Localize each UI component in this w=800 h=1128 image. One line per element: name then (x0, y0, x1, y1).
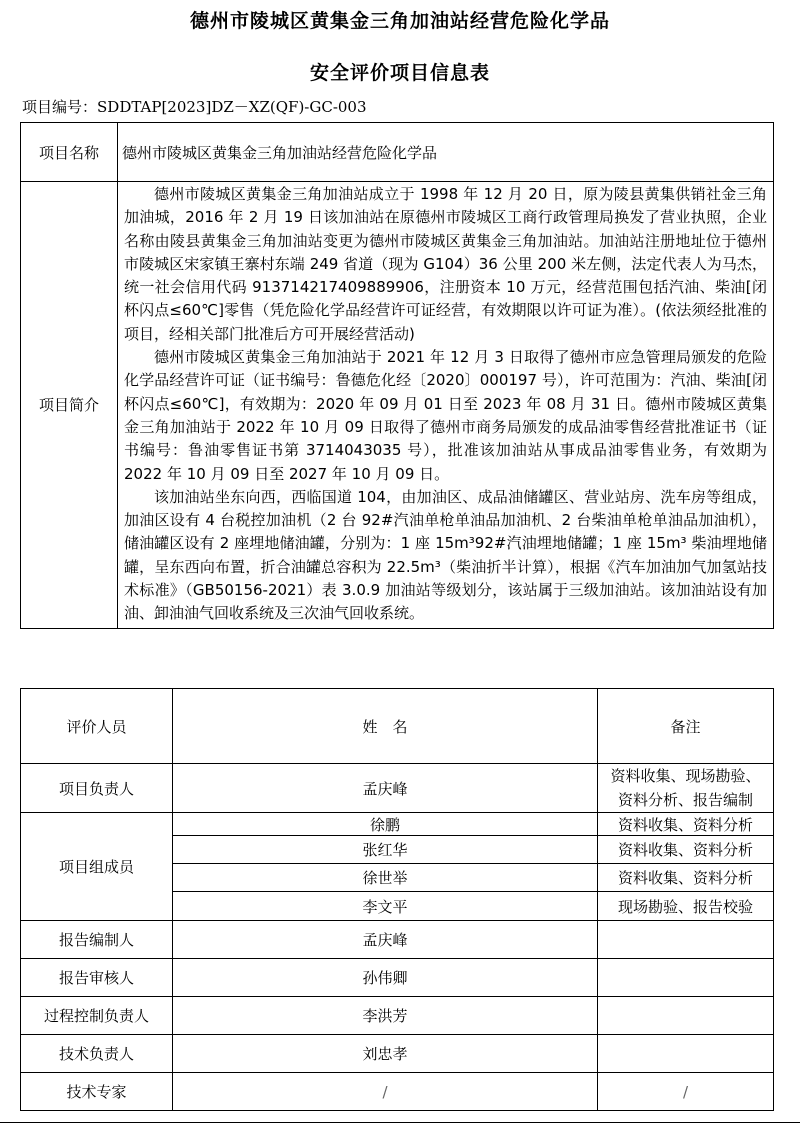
project-name-value: 德州市陵城区黄集金三角加油站经营危险化学品 (118, 123, 774, 182)
name-cell: 孟庆峰 (173, 921, 598, 959)
table-row (21, 997, 774, 1035)
role-cell: 技术专家 (21, 1073, 173, 1111)
role-cell: 技术负责人 (21, 1035, 173, 1073)
note-cell: 现场勘验、报告校验 (598, 892, 774, 921)
header-role: 评价人员 (21, 689, 173, 764)
name-cell: 徐鹏 (173, 813, 598, 836)
note-line: 资料收集、现场勘验、 (610, 767, 761, 785)
note-cell (598, 764, 774, 813)
project-number-value: SDDTAP[2023]DZ－XZ(QF)-GC-003 (97, 98, 367, 116)
role-cell: 报告编制人 (21, 921, 173, 959)
project-intro-row (21, 182, 774, 629)
note-cell (598, 921, 774, 959)
name-cell: 李文平 (173, 892, 598, 921)
note-cell (598, 1035, 774, 1073)
role-cell: 过程控制负责人 (21, 997, 173, 1035)
table-row (21, 921, 774, 959)
name-cell: 张红华 (173, 836, 598, 864)
name-cell: 李洪芳 (173, 997, 598, 1035)
name-cell: / (173, 1073, 598, 1111)
name-cell: 孟庆峰 (173, 764, 598, 813)
note-cell (598, 997, 774, 1035)
project-intro-label: 项目简介 (21, 182, 118, 629)
intro-paragraph: 德州市陵城区黄集金三角加油站于 2021 年 12 月 3 日取得了德州市应急管理局颁发的危险化学品经营许可证（证书编号：鲁德危化经〔2020〕000197 号），许可范围为：汽油、柴油[闭杯闪点≤60℃]，有效期为：2020 年 09 月 01 日至 2023 年 08 月 31 日。德州市陵城区黄集金三角加油站于 2022 年 10 月 09 日取得了德州市商务局颁发的成品油零售经营批准证书（证书编号：鲁油零售证书第 3714043035 号），批准该加油站从事成品油零售业务，有效期为 2022 年 10 月 09 日至 2027 年 10 月 09 日。 (124, 348, 767, 483)
table-row (21, 813, 774, 836)
role-cell: 项目组成员 (21, 813, 173, 921)
header-note: 备注 (598, 689, 774, 764)
note-cell: 资料收集、资料分析 (598, 864, 774, 892)
name-cell: 刘忠孝 (173, 1035, 598, 1073)
project-info-table (20, 122, 774, 629)
project-name-label: 项目名称 (21, 123, 118, 182)
table-row (21, 1035, 774, 1073)
project-name-row (21, 123, 774, 182)
note-cell (598, 959, 774, 997)
table-row (21, 1073, 774, 1111)
role-cell: 报告审核人 (21, 959, 173, 997)
project-number (22, 96, 367, 117)
note-cell: 资料收集、资料分析 (598, 836, 774, 864)
note-line: 资料分析、报告编制 (617, 791, 753, 809)
staff-table (20, 688, 774, 1111)
page-bottom-rule (0, 1122, 800, 1123)
header-name: 姓 名 (173, 689, 598, 764)
document-title-line1: 德州市陵城区黄集金三角加油站经营危险化学品 (189, 10, 610, 32)
table-row (21, 959, 774, 997)
note-cell: 资料收集、资料分析 (598, 813, 774, 836)
document-title-line2: 安全评价项目信息表 (309, 62, 490, 84)
note-cell: / (598, 1073, 774, 1111)
table-row (21, 764, 774, 813)
project-intro-text (118, 182, 774, 629)
intro-paragraph: 德州市陵城区黄集金三角加油站成立于 1998 年 12 月 20 日，原为陵县黄集供销社金三角加油城，2016 年 2 月 19 日该加油站在原德州市陵城区工商行政管理局换发了营业执照，企业名称由陵县黄集金三角加油站变更为德州市陵城区黄集金三角加油站。加油站注册地址位于德州市陵城区宋家镇王寨村东端 249 省道（现为 G104）36 公里 200 米左侧，法定代表人为马杰，统一社会信用代码 913714217409889906，注册资本 10 万元，经营范围包括汽油、柴油[闭杯闪点≤60℃]零售（凭危险化学品经营许可证经营，有效期限以许可证为准）。(依法须经批准的项目，经相关部门批准后方可开展经营活动) (124, 185, 767, 343)
name-cell: 孙伟卿 (173, 959, 598, 997)
staff-header-row (21, 689, 774, 764)
project-number-label: 项目编号： (22, 98, 98, 116)
name-cell: 徐世举 (173, 864, 598, 892)
intro-paragraph: 该加油站坐东向西，西临国道 104，由加油区、成品油储罐区、营业站房、洗车房等组成，加油区设有 4 台税控加油机（2 台 92#汽油单枪单油品加油机、2 台柴油单枪单油品加油机），储油罐区设有 2 座埋地储油罐，分别为：1 座 15m³92#汽油埋地储罐；1 座 15m³ 柴油埋地储罐，呈东西向布置，折合油罐总容积为 22.5m³（柴油折半计算），根据《汽车加油加气加氢站技术标准》（GB50156-2021）表 3.0.9 加油站等级划分，该站属于三级加油站。该加油站设有加油、卸油油气回收系统及三次油气回收系统。 (124, 487, 767, 623)
role-cell: 项目负责人 (21, 764, 173, 813)
